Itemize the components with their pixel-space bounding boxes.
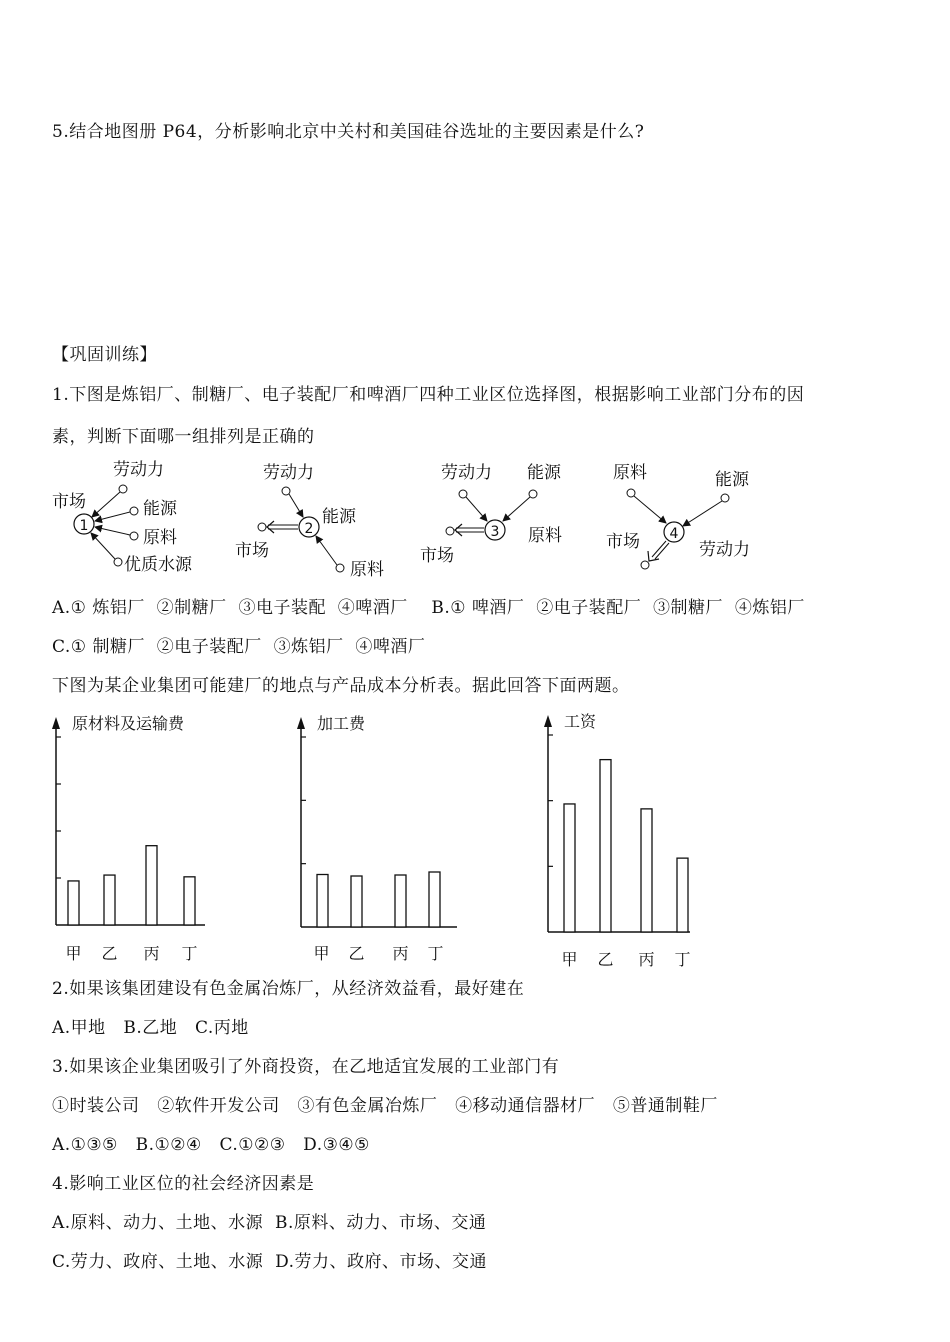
bar-丁 (184, 877, 195, 925)
question-2: 2.如果该集团建设有色金属冶炼厂，从经济效益看，最好建在 (52, 979, 525, 999)
question-1-line-1: 1.下图是炼铝厂、制糖厂、电子装配厂和啤酒厂四种工业区位选择图，根据影响工业部门分布的因 (52, 385, 805, 405)
question-1-line-2: 素，判断下面哪一组排列是正确的 (52, 427, 315, 447)
category-label: 甲 (65, 944, 82, 963)
category-label: 丙 (392, 944, 409, 963)
category-label: 乙 (101, 944, 118, 963)
bar-甲 (317, 875, 328, 928)
diagram-2-labor: 劳动力 (263, 463, 314, 483)
question-3-items: ①时装公司 ②软件开发公司 ③有色金属冶炼厂 ④移动通信器材厂 ⑤普通制鞋厂 (52, 1096, 718, 1116)
question-5: 5.结合地图册 P64，分析影响北京中关村和美国硅谷选址的主要因素是什么? (52, 122, 645, 142)
category-label: 丁 (674, 950, 691, 969)
category-label: 甲 (561, 950, 578, 969)
chart-title: 加工费 (317, 714, 366, 733)
question-4: 4.影响工业区位的社会经济因素是 (52, 1174, 315, 1194)
y-axis-arrow (297, 717, 305, 729)
diagram-1-material: 原料 (143, 528, 177, 548)
diagram-1 (52, 460, 193, 575)
chart-raw-material-transport (40, 705, 280, 970)
bar-丙 (641, 809, 652, 932)
diagram-4-material: 原料 (613, 463, 647, 483)
bar-甲 (564, 804, 575, 932)
diagram-1-energy: 能源 (143, 499, 177, 519)
cost-intro: 下图为某企业集团可能建厂的地点与产品成本分析表。据此回答下面两题。 (52, 676, 630, 696)
question-1-option-c: C.① 制糖厂 ②电子装配厂 ③炼铝厂 ④啤酒厂 (52, 637, 426, 657)
diagram-3-number: 3 (490, 524, 500, 540)
category-label: 丙 (143, 944, 160, 963)
y-axis-arrow (52, 717, 60, 729)
diagram-4-labor: 劳动力 (699, 540, 750, 560)
chart-processing (285, 705, 525, 970)
bar-乙 (600, 760, 611, 932)
diagram-2-energy: 能源 (322, 507, 356, 527)
diagram-2-market: 市场 (235, 541, 269, 561)
bar-丁 (677, 858, 688, 932)
category-label: 丁 (427, 944, 444, 963)
category-label: 甲 (313, 944, 330, 963)
question-2-options: A.甲地 B.乙地 C.丙地 (52, 1018, 249, 1038)
diagram-3-material: 原料 (528, 526, 562, 546)
diagram-2-material: 原料 (350, 560, 384, 580)
diagram-4-energy: 能源 (715, 470, 749, 490)
question-4-options-ab: A.原料、动力、土地、水源 B.原料、动力、市场、交通 (52, 1213, 487, 1233)
diagram-3 (420, 463, 562, 566)
diagram-1-market: 市场 (52, 492, 86, 512)
category-label: 丁 (181, 944, 198, 963)
diagram-2-number: 2 (304, 521, 314, 537)
diagram-3-labor: 劳动力 (441, 463, 492, 483)
diagram-1-labor: 劳动力 (113, 460, 164, 480)
y-axis-arrow (544, 715, 552, 727)
section-title: 【巩固训练】 (52, 345, 157, 365)
question-4-options-cd: C.劳力、政府、土地、水源 D.劳力、政府、市场、交通 (52, 1252, 488, 1272)
chart-wages (530, 705, 770, 970)
bar-丁 (429, 872, 440, 927)
diagram-4-number: 4 (669, 526, 679, 542)
diagram-4-market: 市场 (606, 532, 640, 552)
category-label: 乙 (597, 950, 614, 969)
bar-乙 (351, 876, 362, 927)
location-diagrams (0, 455, 950, 585)
diagram-3-energy: 能源 (527, 463, 561, 483)
bar-丙 (146, 846, 157, 925)
bar-丙 (395, 875, 406, 927)
question-3-options: A.①③⑤ B.①②④ C.①②③ D.③④⑤ (52, 1135, 370, 1155)
chart-title: 工资 (564, 712, 597, 731)
bar-乙 (104, 875, 115, 925)
diagram-2 (235, 463, 384, 580)
bar-甲 (68, 881, 79, 925)
category-label: 丙 (638, 950, 655, 969)
question-3: 3.如果该企业集团吸引了外商投资，在乙地适宜发展的工业部门有 (52, 1057, 560, 1077)
chart-title: 原材料及运输费 (72, 714, 185, 733)
category-label: 乙 (348, 944, 365, 963)
diagram-4 (606, 463, 750, 569)
diagram-1-number: 1 (79, 518, 89, 534)
diagram-1-water: 优质水源 (124, 555, 192, 575)
question-1-options-ab: A.① 炼铝厂 ②制糖厂 ③电子装配 ④啤酒厂 B.① 啤酒厂 ②电子装配厂 ③制糖厂 ④炼铝厂 (52, 598, 805, 618)
diagram-3-market: 市场 (420, 546, 454, 566)
